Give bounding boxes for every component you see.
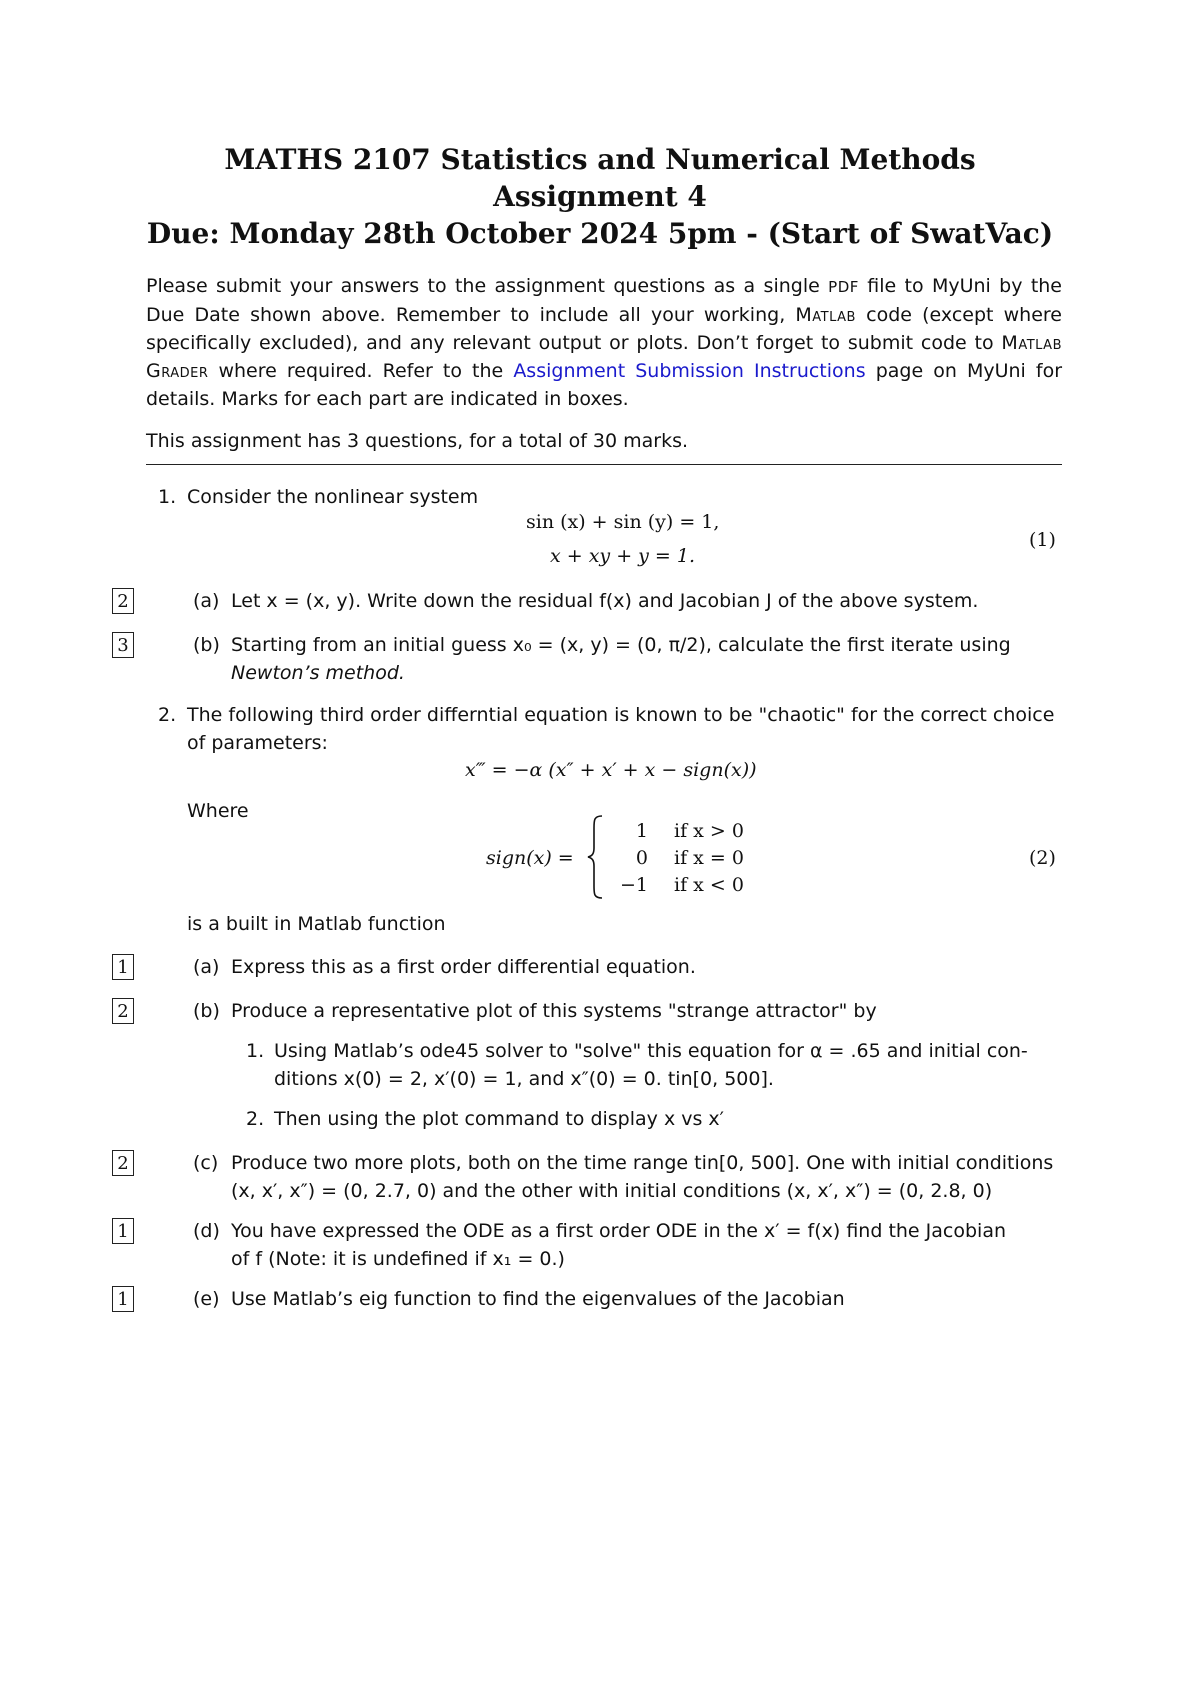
submission-instructions: Please submit your answers to the assignment questions as a single PDF file to MyUni by the Due Date shown above. Remember to include all your working, Matlab code (except where specifically excluded), and any relevant output or plots. Don’t forget to submit code to Matlab Grader where required. Refer to the Assignment Submission Instructions page on MyUni for details. Marks for each part are indicated in boxes. — [146, 275, 1063, 410]
case-3-value: −1 — [619, 874, 648, 896]
assignment-title: Assignment 4 — [493, 180, 707, 213]
sub-step-2-text: Then using the plot command to display x vs x′ — [274, 1108, 724, 1130]
marks-box-2a: 1 — [112, 954, 134, 980]
question-1-number: 1. — [158, 486, 177, 508]
part-label-2b: (b) — [193, 1000, 220, 1022]
ode-equation: x‴ = −α (x″ + x′ + x − sign(x)) — [465, 759, 757, 781]
marks-box-2d: 1 — [112, 1218, 134, 1244]
case-2-condition: if x = 0 — [674, 847, 744, 869]
question-1-stem: Consider the nonlinear system — [187, 486, 479, 508]
question-2a-text: Express this as a first order differential equation. — [231, 956, 696, 978]
marks-box-1a: 2 — [112, 588, 134, 614]
part-label-2e: (e) — [193, 1288, 220, 1310]
equation-2-number: (2) — [1029, 847, 1056, 869]
marks-summary: This assignment has 3 questions, for a total of 30 marks. — [146, 430, 689, 452]
equation-1-line-1: sin (x) + sin (y) = 1, — [526, 511, 720, 533]
marks-box-2e: 1 — [112, 1286, 134, 1312]
question-2b-text: Produce a representative plot of this systems "strange attractor" by — [231, 1000, 877, 1022]
equation-1-line-2: x + xy + y = 1. — [550, 545, 696, 567]
question-2d-text: You have expressed the ODE as a first order ODE in the x′ = f(x) find the Jacobian — [231, 1220, 1007, 1242]
sub-step-2-number: 2. — [246, 1108, 265, 1130]
sign-lhs: sign(x) = — [486, 847, 574, 869]
submission-instructions-link[interactable]: Assignment Submission Instructions — [513, 360, 866, 382]
question-2c-text-cont: (x, x′, x″) = (0, 2.7, 0) and the other with initial conditions (x, x′, x″) = (0, 2.8, 0) — [231, 1180, 993, 1202]
part-label-2d: (d) — [193, 1220, 220, 1242]
case-3-condition: if x < 0 — [674, 874, 744, 896]
part-label-1a: (a) — [193, 590, 220, 612]
question-1b-method: Newton’s method. — [231, 662, 405, 684]
builtin-note: is a built in Matlab function — [187, 913, 446, 935]
question-2e-text: Use Matlab’s eig function to find the eigenvalues of the Jacobian — [231, 1288, 845, 1310]
sub-step-1-number: 1. — [246, 1040, 265, 1062]
part-label-1b: (b) — [193, 634, 220, 656]
question-2d-text-cont: of f (Note: it is undefined if x₁ = 0.) — [231, 1248, 565, 1270]
question-1a-text: Let x = (x, y). Write down the residual f(x) and Jacobian J of the above system. — [231, 590, 979, 612]
question-2c-text: Produce two more plots, both on the time range tin[0, 500]. One with initial conditions — [231, 1152, 1054, 1174]
case-1-condition: if x > 0 — [674, 820, 744, 842]
marks-box-2b: 2 — [112, 998, 134, 1024]
left-brace — [586, 814, 604, 900]
course-title: MATHS 2107 Statistics and Numerical Methods — [224, 143, 976, 176]
due-date: Due: Monday 28th October 2024 5pm - (Start of SwatVac) — [146, 217, 1054, 250]
case-2-value: 0 — [635, 847, 648, 869]
case-1-value: 1 — [635, 820, 648, 842]
part-label-2a: (a) — [193, 956, 220, 978]
sub-step-1-text: Using Matlab’s ode45 solver to "solve" this equation for α = .65 and initial con- — [274, 1040, 1028, 1062]
part-label-2c: (c) — [193, 1152, 219, 1174]
marks-box-1b: 3 — [112, 632, 134, 658]
question-2-stem-cont: of parameters: — [187, 732, 328, 754]
question-2-stem: The following third order differntial equation is known to be "chaotic" for the correct choice — [187, 704, 1055, 726]
question-1b-text: Starting from an initial guess x₀ = (x, y) = (0, π/2), calculate the first iterate using — [231, 634, 1011, 656]
marks-box-2c: 2 — [112, 1150, 134, 1176]
sub-step-1-text-cont: ditions x(0) = 2, x′(0) = 1, and x″(0) = 0. tin[0, 500]. — [274, 1068, 774, 1090]
question-2-number: 2. — [158, 704, 177, 726]
where-label: Where — [187, 800, 249, 822]
divider — [146, 464, 1062, 465]
equation-1-number: (1) — [1029, 529, 1056, 551]
